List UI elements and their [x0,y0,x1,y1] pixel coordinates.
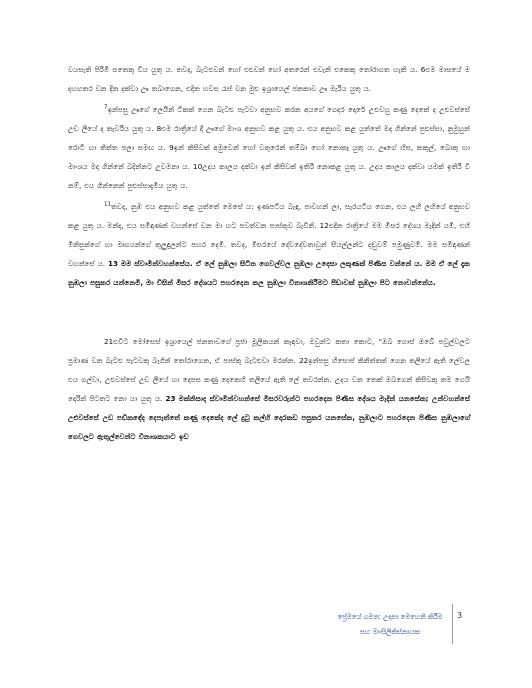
verse-number-bold: 13 [108,259,119,268]
paragraph-4-bold-text: මක්නිසාද ස්වාමීන්වහන්සේ මිසරවරුන්ට පහරදෙන පිණිස දේශය මැදින් යනසේක; උන්වහන්සේ උළුවස්සේ උඩ පඩිකඳේද දෙපැත්තේ කණු දෙකේද ලේ දුටු කල්හි දොරකඩ පසුකර යනසේක, නුඹලාට පහරදෙන පිණිස නුඹලාගේ ගෙවලට ඇතුල්වෙන්ට විනාශකයාට ඉඩ [68,394,470,441]
footer-credit [330,610,450,640]
paragraph-4-text: එවිට මෝසෙස් ඉශ්‍රායෙල් ජනතාවගේ ප්‍රජා මූලිකයන් කැඳවා, ඔවුන්ට කතා කොට, "ඔබ ගොස් ඔබේ පවුල්වලට ප්‍රමාණ වන බැටළු පැටවකු බැගින් තෝරාගෙන, ඒ පාස්කු බැටළුවා මරන්න. 22ඉන්පසු හිසොප් කිනිත්තක් ගෙන තලියේ ඇති ලේවල එය ගල්වා, උළුවස්සේ උඩ ලීයේ හා දෙපස කණු දෙකෙහි තලියේ ඇති ලේ තවරන්න. උදය වන තෙක් ඔබගෙන් කිසිවකු තම ගෙයි දොරින් පිටතට නො යා යුතු ය. [68,337,470,403]
footer-divider [452,604,453,644]
footer-line-2: සහ මාංසිලිකිස්නායක [360,628,420,636]
paragraph-3-bold-text: මම ස්වාමීන්වහන්සේය. ඒ ලේ නුඹලා සිටින ගෙවල්වල නුඹලා උදෙසා ලකුණක් පිණිස වන්නේ ය. මම ඒ ලේ දැක නුඹලා පසුකර යන්නෙමි, මා විසින් මිසර දේශයට පහරදෙන කල නුඹලා විනාශකිරීමට පීඩාවක් නුඹලා පිට නොවන්නේය. [68,259,470,287]
verse-number: 11 [104,201,112,208]
verse-number: 21 [104,337,114,346]
paragraph-2 [68,100,470,195]
page-number: 3 [457,611,463,620]
paragraph-4 [68,332,470,446]
paragraph-3 [68,197,470,292]
verse-number: 7 [104,104,108,111]
paragraph-3-text: තවද, නුඹ එය අනුභව කළ යුත්තේ මෙසේ ය: ඉණපටිය බැඳ, පාවහන් ලා, සැරයටිය ගෙන, එය ලහි ලහියේ අනුභව කළ යුතු ය. මන්ද, එය සමිඳාණන් වහන්සේ වන මා හට පවත්වන පාස්කුව බැවිනි. 12එදින රාත්‍රියේ මම මිසර දේශය මැදින් යමි, එහි මිනිසුන්ගේ හා මෘගයන්ගේ කුලුඳුලන්ට පහර දෙමි. තවද, මිසරයේ දේවදේවතාවුන් සියල්ලන්ට දඬුවම් පමුණුවමි. මම සමිඳාණන් වහන්සේ ය. [68,202,470,268]
footer-line-1: ප්‍රේමයේ ගමන: උදාසා මෙහෙනි කිරීම [337,613,443,621]
body-text [68,60,470,446]
paragraph-1: වයසැති පිරිමි සතෙකු විය යුතු ය. තවද, බැටළුවන් හෝ එළුවන් හෝ අතරෙන් එවැනි එකෙකු තෝරාගත හැකි ය. 6එම මාසයේ ම දහහතර වන දින දක්වා ඌ තබාගෙන, එදින හවස රැස් වන මුළු ඉශ්‍රායෙල් ජනකාව ඌ මැරිය යුතු ය. [68,65,470,93]
verse-number-bold: 23 [165,394,176,403]
paragraph-2-text: ඉන්පසු ඌගේ ලෙයින් ටිකක් ගෙන බැටළු පැටවා අනුභව කරන අයගේ ගෙදර දොරේ උළුවහු කණු දෙකේ ද උළුවස්සේ උඩ ලීයේ ද තැවරිය යුතු ය. 8එම රාත්‍රියේ දී ඌගේ මාංශ අනුභව කළ යුතු ය. එය අනුභව කළ යුත්තේ මද ගින්නේ පුළුස්සා, නුමුහුන් රොටි හා තිත්ත පලා සමඟ ය. 9ඉන් කිසිවක් අමුවෙන් හෝ වතුරෙන් තම්බා හෝ නොකෑ යුතු ය. ඌගේ හිස, කකුල්, බොකු හා මාංශය මද ගින්නේ බදින්නට උවමනා ය. 10උදය කාලය දක්වා ඉන් කිසිවක් ඉතිරි නොකළ යුතු ය. උදය කාලය දක්වා යමක් ඉතිරි වී නම්, එය ගින්නෙන් පුළුස්සාදැමිය යුතු ය. [68,105,470,190]
